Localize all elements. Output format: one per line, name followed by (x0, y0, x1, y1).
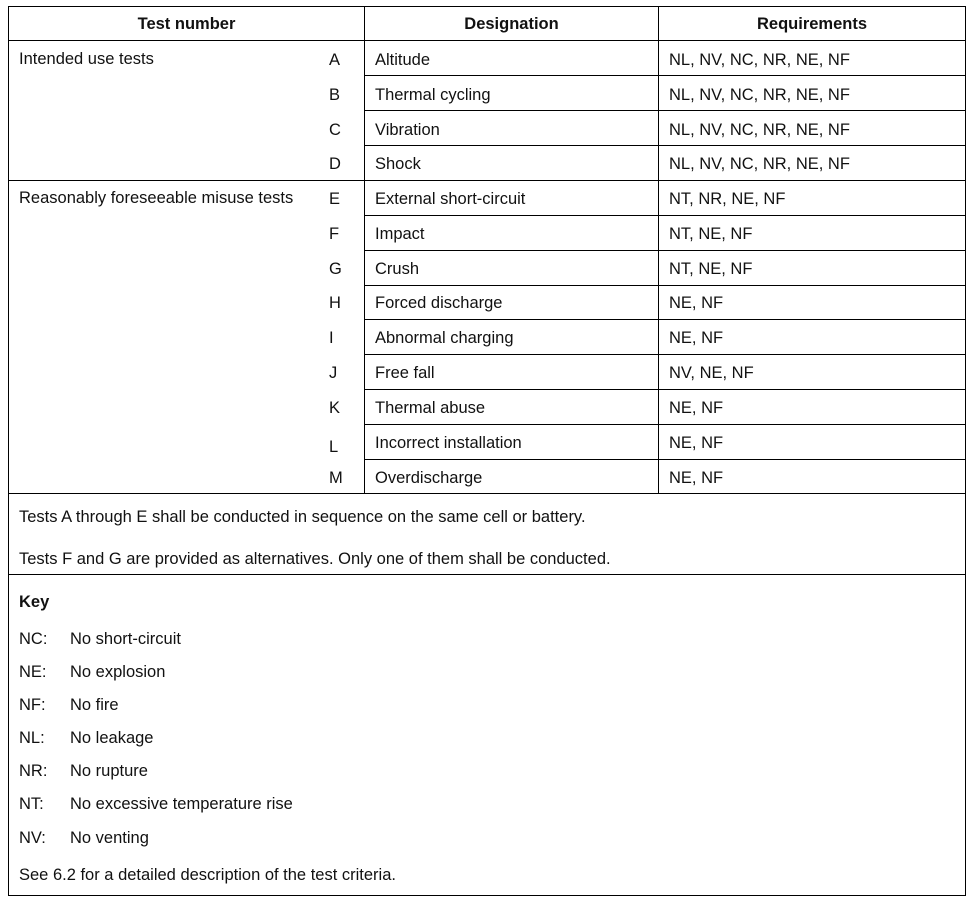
notes-key-divider (9, 574, 965, 575)
key-meaning: No venting (70, 829, 149, 847)
test-letter: K (329, 399, 341, 417)
test-requirements: NV, NE, NF (669, 364, 754, 382)
row-divider (364, 215, 965, 216)
header-test-number: Test number (137, 15, 236, 33)
key-meaning: No fire (70, 696, 119, 714)
test-letter: B (329, 86, 341, 104)
test-requirements: NL, NV, NC, NR, NE, NF (669, 51, 850, 69)
test-designation: Shock (375, 155, 421, 173)
test-letter: M (329, 469, 343, 487)
test-requirements: NE, NF (669, 469, 724, 487)
test-requirements-table (8, 6, 966, 896)
test-designation: Abnormal charging (375, 329, 514, 347)
test-requirements: NL, NV, NC, NR, NE, NF (669, 86, 850, 104)
key-meaning: No rupture (70, 762, 148, 780)
key-code: NC: (19, 630, 48, 648)
group-divider (9, 180, 965, 181)
test-requirements: NT, NE, NF (669, 260, 753, 278)
test-letter: I (329, 329, 334, 347)
group-label-misuse: Reasonably foreseeable misuse tests (19, 189, 294, 207)
test-requirements: NT, NE, NF (669, 225, 753, 243)
test-requirements: NE, NF (669, 329, 724, 347)
row-divider (364, 354, 965, 355)
test-designation: Forced discharge (375, 294, 503, 312)
key-meaning: No excessive temperature rise (70, 795, 293, 813)
row-divider (364, 424, 965, 425)
test-designation: Thermal abuse (375, 399, 486, 417)
key-code: NT: (19, 795, 44, 813)
test-designation: Overdischarge (375, 469, 483, 487)
test-designation: External short-circuit (375, 190, 526, 208)
key-title: Key (19, 593, 50, 611)
test-designation: Impact (375, 225, 425, 243)
key-code: NF: (19, 696, 46, 714)
test-designation: Free fall (375, 364, 435, 382)
test-letter: A (329, 51, 341, 69)
test-letter: F (329, 225, 340, 243)
row-divider (364, 319, 965, 320)
key-footer: See 6.2 for a detailed description of the test criteria. (19, 866, 396, 884)
test-letter: G (329, 260, 342, 278)
row-divider (364, 459, 965, 460)
note-sequence: Tests A through E shall be conducted in sequence on the same cell or battery. (19, 508, 586, 526)
key-code: NE: (19, 663, 47, 681)
table-notes-divider (9, 493, 965, 494)
test-requirements: NE, NF (669, 294, 724, 312)
test-requirements: NL, NV, NC, NR, NE, NF (669, 121, 850, 139)
test-designation: Incorrect installation (375, 434, 522, 452)
test-requirements: NT, NR, NE, NF (669, 190, 786, 208)
row-divider (364, 285, 965, 286)
test-designation: Vibration (375, 121, 440, 139)
row-divider (364, 145, 965, 146)
key-code: NR: (19, 762, 48, 780)
header-divider (9, 40, 965, 41)
group-label-intended-use: Intended use tests (19, 50, 154, 68)
header-designation: Designation (464, 15, 559, 33)
key-meaning: No leakage (70, 729, 154, 747)
key-code: NV: (19, 829, 46, 847)
header-requirements: Requirements (756, 15, 868, 33)
test-letter: E (329, 190, 341, 208)
test-designation: Crush (375, 260, 420, 278)
row-divider (364, 110, 965, 111)
note-alternatives: Tests F and G are provided as alternatives. Only one of them shall be conducted. (19, 550, 611, 568)
key-meaning: No explosion (70, 663, 166, 681)
test-letter: H (329, 294, 341, 312)
row-divider (364, 389, 965, 390)
key-meaning: No short-circuit (70, 630, 181, 648)
test-designation: Thermal cycling (375, 86, 491, 104)
test-letter: L (329, 438, 339, 456)
key-code: NL: (19, 729, 45, 747)
test-requirements: NE, NF (669, 434, 724, 452)
row-divider (364, 250, 965, 251)
test-designation: Altitude (375, 51, 431, 69)
test-requirements: NE, NF (669, 399, 724, 417)
test-letter: J (329, 364, 338, 382)
test-letter: C (329, 121, 341, 139)
row-divider (364, 75, 965, 76)
test-letter: D (329, 155, 341, 173)
test-requirements: NL, NV, NC, NR, NE, NF (669, 155, 850, 173)
